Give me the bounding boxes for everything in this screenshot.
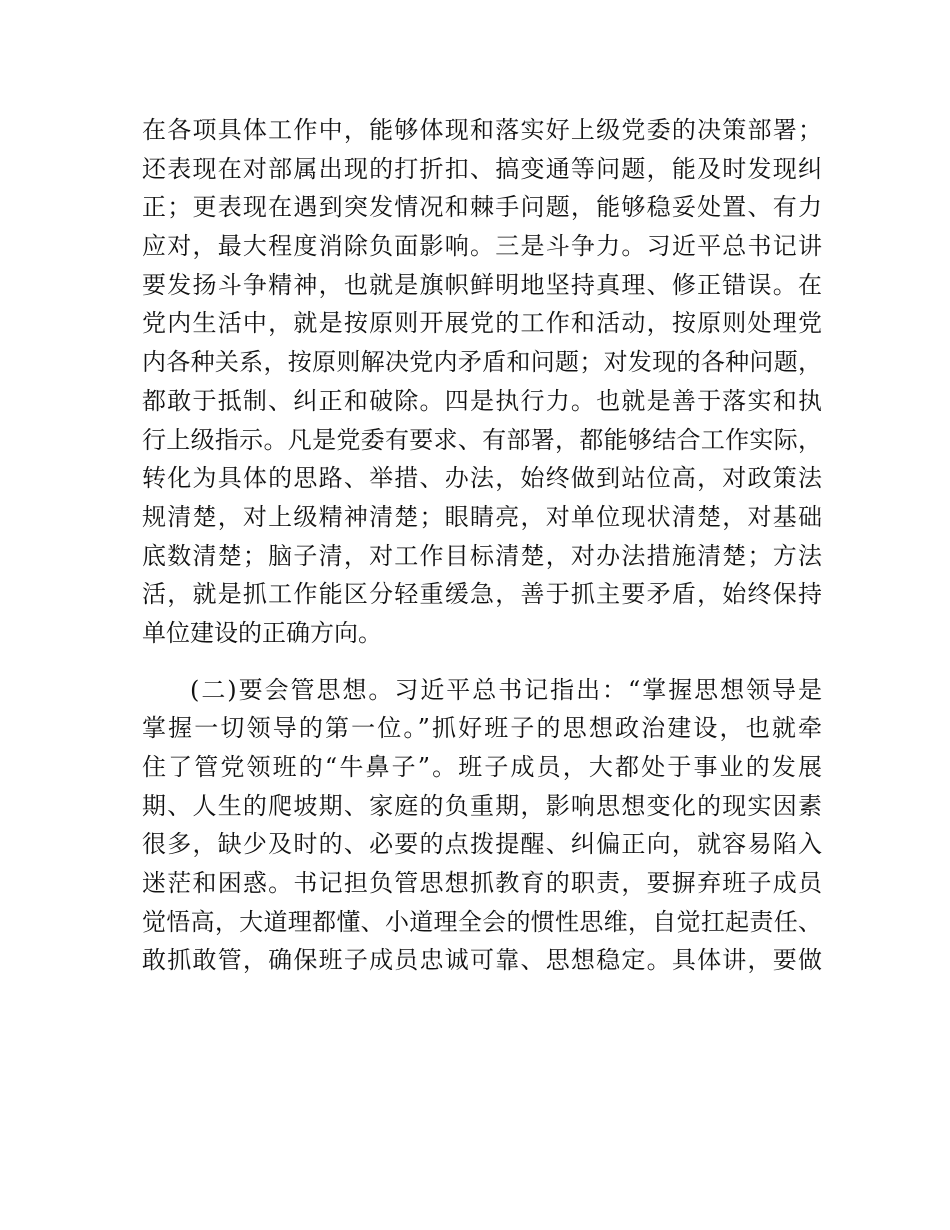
- paragraph-2: [142, 671, 822, 981]
- text-line: 掌握一切领导的第一位。”抓好班子的思想政治建设，也就牵: [142, 714, 822, 743]
- text-line: (二)要会管思想。习近平总书记指出：“掌握思想领导是: [190, 675, 822, 704]
- text-line: 转化为具体的思路、举措、办法，始终做到站位高，对政策法: [142, 464, 822, 493]
- text-line: 内各种关系，按原则解决党内矛盾和问题；对发现的各种问题，: [142, 348, 822, 377]
- text-line: 正；更表现在遇到突发情况和棘手问题，能够稳妥处置、有力: [142, 193, 822, 222]
- text-line: 应对，最大程度消除负面影响。三是斗争力。习近平总书记讲: [142, 232, 822, 261]
- text-line: 在各项具体工作中，能够体现和落实好上级党委的决策部署；: [142, 116, 822, 144]
- text-line: 敢抓敢管，确保班子成员忠诚可靠、思想稳定。具体讲，要做: [142, 946, 822, 975]
- text-line: 期、人生的爬坡期、家庭的负重期，影响思想变化的现实因素: [142, 791, 822, 820]
- paragraph-gap: [142, 653, 822, 671]
- text-line: 行上级指示。凡是党委有要求、有部署，都能够结合工作实际，: [142, 425, 822, 454]
- text-line: 还表现在对部属出现的打折扣、搞变通等问题，能及时发现纠: [142, 154, 822, 183]
- text-line: 觉悟高，大道理都懂、小道理全会的惯性思维，自觉扛起责任、: [142, 907, 822, 936]
- text-line: 迷茫和困惑。书记担负管思想抓教育的职责，要摒弃班子成员: [142, 869, 822, 898]
- text-line: 单位建设的正确方向。: [142, 618, 382, 647]
- paragraph-1: [142, 111, 822, 653]
- text-line: 党内生活中，就是按原则开展党的工作和活动，按原则处理党: [142, 309, 822, 338]
- text-line: 住了管党领班的“牛鼻子”。班子成员，大都处于事业的发展: [142, 753, 822, 781]
- text-line: 要发扬斗争精神，也就是旗帜鲜明地坚持真理、修正错误。在: [142, 270, 822, 299]
- text-line: 都敢于抵制、纠正和破除。四是执行力。也就是善于落实和执: [142, 386, 822, 415]
- text-line: 很多，缺少及时的、必要的点拨提醒、纠偏正向，就容易陷入: [142, 830, 822, 859]
- text-line: 规清楚，对上级精神清楚；眼睛亮，对单位现状清楚，对基础: [142, 502, 822, 531]
- text-line: 底数清楚；脑子清，对工作目标清楚，对办法措施清楚；方法: [142, 541, 822, 570]
- body-text: [142, 111, 822, 980]
- text-line: 活，就是抓工作能区分轻重缓急，善于抓主要矛盾，始终保持: [142, 580, 822, 609]
